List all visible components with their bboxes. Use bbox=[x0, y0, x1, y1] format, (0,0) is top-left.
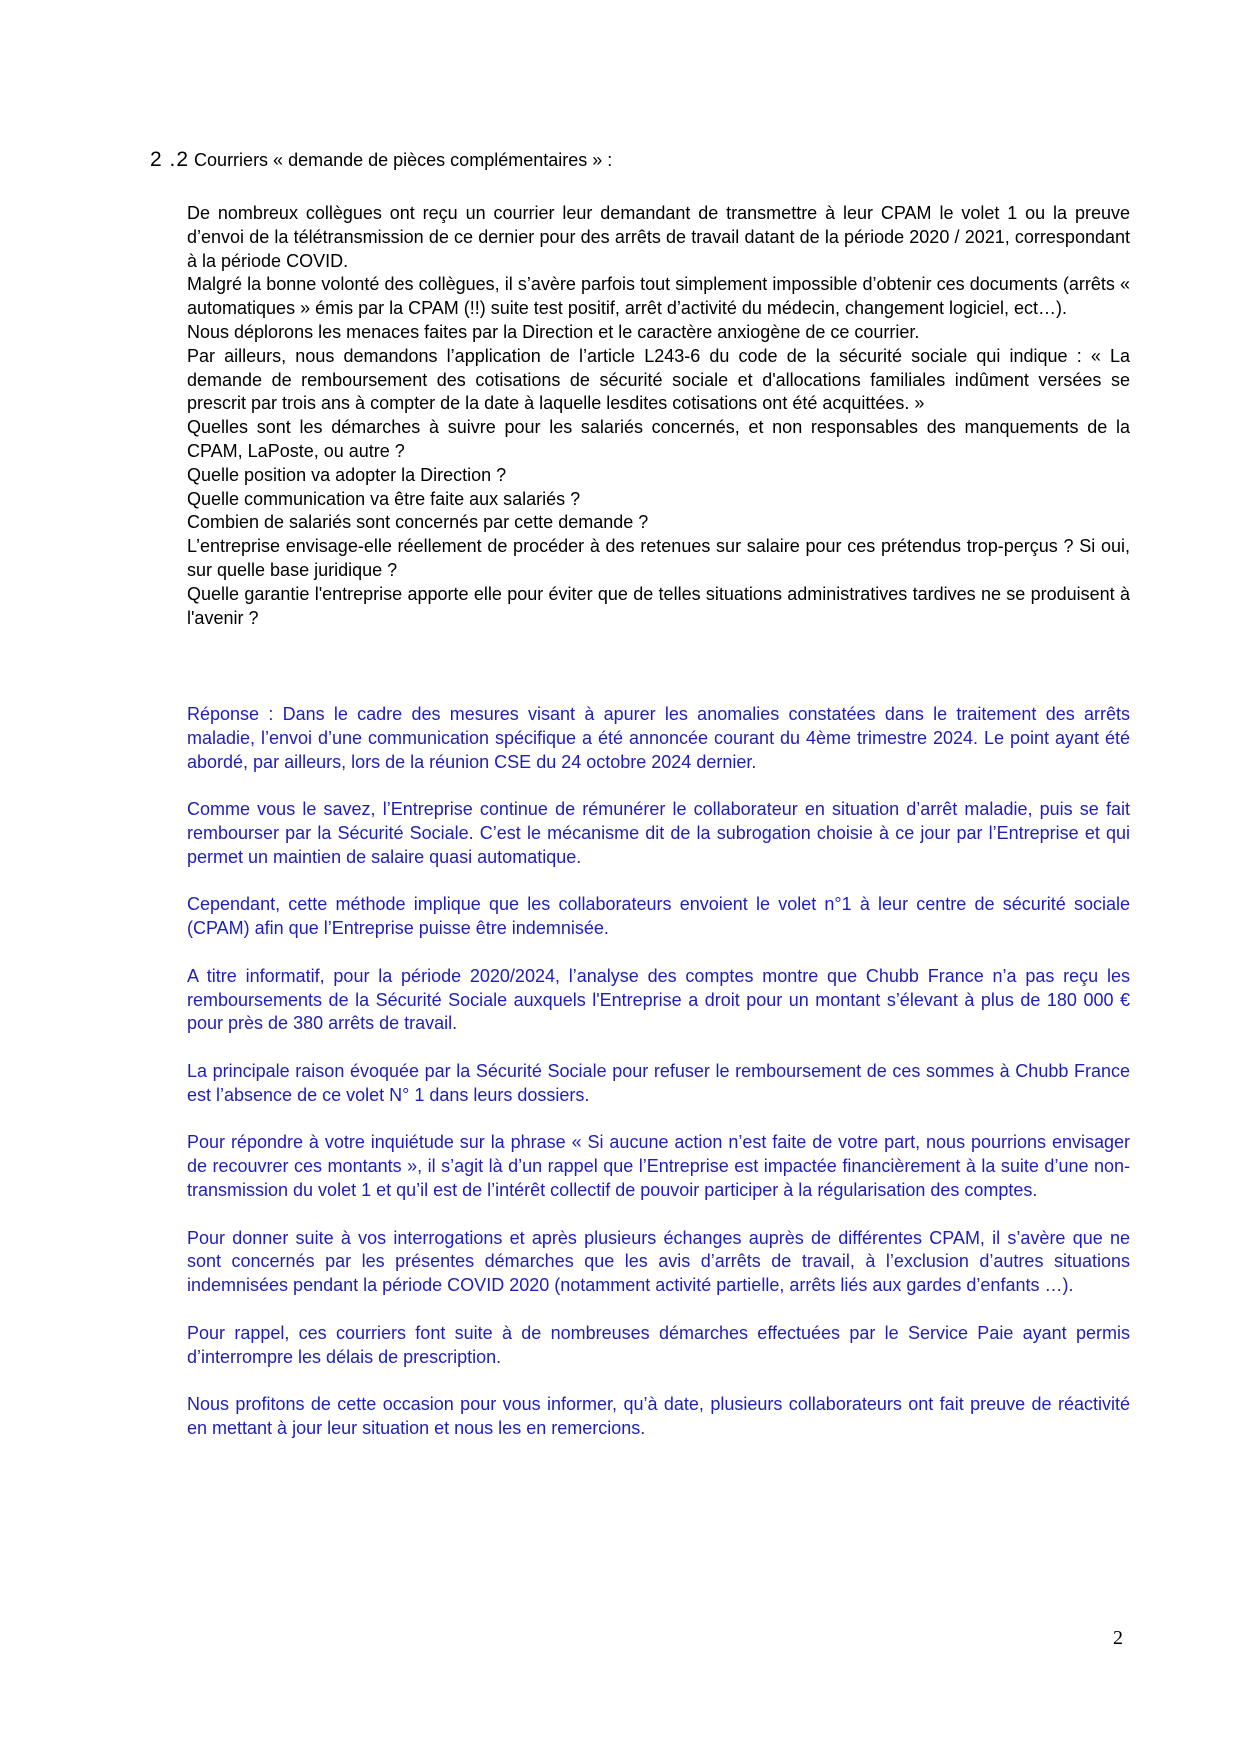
question-paragraph: Nous déplorons les menaces faites par la Direction et le caractère anxiogène de ce courrier. bbox=[187, 321, 920, 342]
page-number: 2 bbox=[1113, 1627, 1123, 1649]
section-heading bbox=[150, 149, 612, 171]
answer-paragraph: A titre informatif, pour la période 2020/2024, l’analyse des comptes montre que Chubb France n’a pas reçu les remboursements de la Sécurité Sociale auxquels l'Entreprise a droit pour un montant s’élevant à plus de 180 000 € pour près de 380 arrêts de travail. bbox=[187, 965, 1130, 1034]
question-paragraph: Par ailleurs, nous demandons l’application de l’article L243-6 du code de la sécurité sociale qui indique : « La demande de remboursement des cotisations de sécurité sociale et d'allocations familiales indûment versées se prescrit par trois ans à compter de la date à laquelle lesdites cotisations ont été acquittées. » bbox=[187, 345, 1130, 414]
question-paragraph: Combien de salariés sont concernés par cette demande ? bbox=[187, 512, 649, 533]
question-paragraph: Quelles sont les démarches à suivre pour les salariés concernés, et non responsables des manquements de la CPAM, LaPoste, ou autre ? bbox=[187, 417, 1130, 461]
question-paragraph: Malgré la bonne volonté des collègues, il s’avère parfois tout simplement impossible d’obtenir ces documents (arrêts « automatiques » émis par la CPAM (!!) suite test positif, arrêt d’activité du médecin, changement logiciel, ect…). bbox=[187, 274, 1130, 319]
section-title: Courriers « demande de pièces complémentaires » : bbox=[194, 150, 613, 170]
section-number: 2 .2 bbox=[150, 148, 190, 171]
answer-paragraph: Pour rappel, ces courriers font suite à de nombreuses démarches effectuées par le Service Paie ayant permis d’interrompre les délais de prescription. bbox=[187, 1322, 1130, 1367]
question-paragraph: Quelle position va adopter la Direction ? bbox=[187, 464, 507, 485]
question-paragraph: Quelle garantie l'entreprise apporte elle pour éviter que de telles situations administratives tardives ne se produisent à l'avenir ? bbox=[187, 583, 1130, 628]
answer-block bbox=[187, 703, 1130, 1465]
answer-paragraph: Réponse : Dans le cadre des mesures visant à apurer les anomalies constatées dans le traitement des arrêts maladie, l’envoi d’une communication spécifique a été annoncée courant du 4ème trimestre 2024. Le point ayant été abordé, par ailleurs, lors de la réunion CSE du 24 octobre 2024 dernier. bbox=[187, 704, 1130, 772]
answer-paragraph: Comme vous le savez, l’Entreprise continue de rémunérer le collaborateur en situation d’arrêt maladie, puis se fait rembourser par la Sécurité Sociale. C’est le mécanisme dit de la subrogation choisie à ce jour par l’Entreprise et qui permet un maintien de salaire quasi automatique. bbox=[187, 799, 1130, 867]
question-paragraph: Quelle communication va être faite aux salariés ? bbox=[187, 488, 581, 509]
question-paragraph: L’entreprise envisage-elle réellement de procéder à des retenues sur salaire pour ces prétendus trop-perçus ? Si oui, sur quelle base juridique ? bbox=[187, 536, 1130, 580]
question-paragraph: De nombreux collègues ont reçu un courrier leur demandant de transmettre à leur CPAM le volet 1 ou la preuve d’envoi de la télétransmission de ce dernier pour des arrêts de travail datant de la période 2020 / 2021, correspondant à la période COVID. bbox=[187, 203, 1130, 271]
question-block bbox=[187, 202, 1130, 630]
answer-paragraph: La principale raison évoquée par la Sécurité Sociale pour refuser le remboursement de ces sommes à Chubb France est l’absence de ce volet N° 1 dans leurs dossiers. bbox=[187, 1060, 1130, 1105]
answer-paragraph: Cependant, cette méthode implique que les collaborateurs envoient le volet n°1 à leur centre de sécurité sociale (CPAM) afin que l’Entreprise puisse être indemnisée. bbox=[187, 894, 1130, 939]
answer-paragraph: Pour donner suite à vos interrogations et après plusieurs échanges auprès de différentes CPAM, il s’avère que ne sont concernés par les présentes démarches que les avis d’arrêts de travail, à l’exclusion d’autres situations indemnisées pendant la période COVID 2020 (notamment activité partielle, arrêts liés aux gardes d’enfants …). bbox=[187, 1227, 1130, 1296]
answer-paragraph: Pour répondre à votre inquiétude sur la phrase « Si aucune action n’est faite de votre part, nous pourrions envisager de recouvrer ces montants », il s’agit là d’un rappel que l’Entreprise est impactée financièrement à la suite d’une non-transmission du volet 1 et qu’il est de l’intérêt collectif de pouvoir participer à la régularisation des comptes. bbox=[187, 1132, 1130, 1200]
answer-paragraph: Nous profitons de cette occasion pour vous informer, qu’à date, plusieurs collaborateurs ont fait preuve de réactivité en mettant à jour leur situation et nous les en remercions. bbox=[187, 1394, 1130, 1438]
